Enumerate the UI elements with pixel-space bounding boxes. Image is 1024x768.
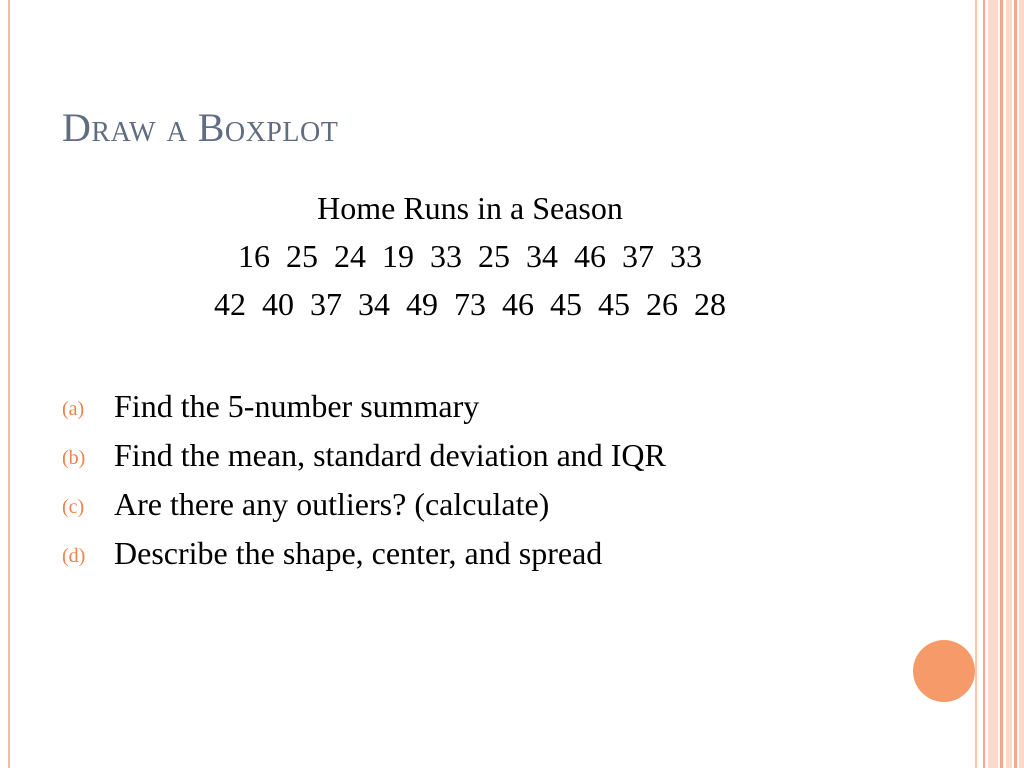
right-stripe-decoration xyxy=(1019,0,1024,768)
data-row: 16 25 24 19 33 25 34 46 37 33 xyxy=(238,238,702,274)
question-list xyxy=(62,382,862,578)
list-item-text: Find the mean, standard deviation and IQR xyxy=(114,437,666,473)
data-heading: Home Runs in a Season xyxy=(317,190,623,226)
right-stripe-decoration xyxy=(975,0,977,768)
list-marker: (b) xyxy=(62,447,86,469)
list-item xyxy=(62,431,862,480)
list-item-text: Describe the shape, center, and spread xyxy=(114,535,603,571)
accent-circle-decoration xyxy=(913,640,975,702)
right-stripe-decoration xyxy=(1014,0,1017,768)
right-stripe-decoration xyxy=(983,0,985,768)
right-stripe-decoration xyxy=(1006,0,1012,768)
right-stripe-decoration xyxy=(988,0,998,768)
data-block xyxy=(120,184,820,328)
list-item xyxy=(62,382,862,431)
list-item xyxy=(62,529,862,578)
list-item xyxy=(62,480,862,529)
right-stripe-decoration xyxy=(1000,0,1003,768)
list-marker: (c) xyxy=(62,496,85,518)
list-item-text: Find the 5-number summary xyxy=(114,388,480,424)
data-row: 42 40 37 34 49 73 46 45 45 26 28 xyxy=(214,286,726,322)
list-item-text: Are there any outliers? (calculate) xyxy=(114,486,550,522)
left-border-decoration xyxy=(8,0,10,768)
list-marker: (d) xyxy=(62,545,86,567)
list-marker: (a) xyxy=(62,398,85,420)
slide-title: Draw a Boxplot xyxy=(62,105,339,150)
